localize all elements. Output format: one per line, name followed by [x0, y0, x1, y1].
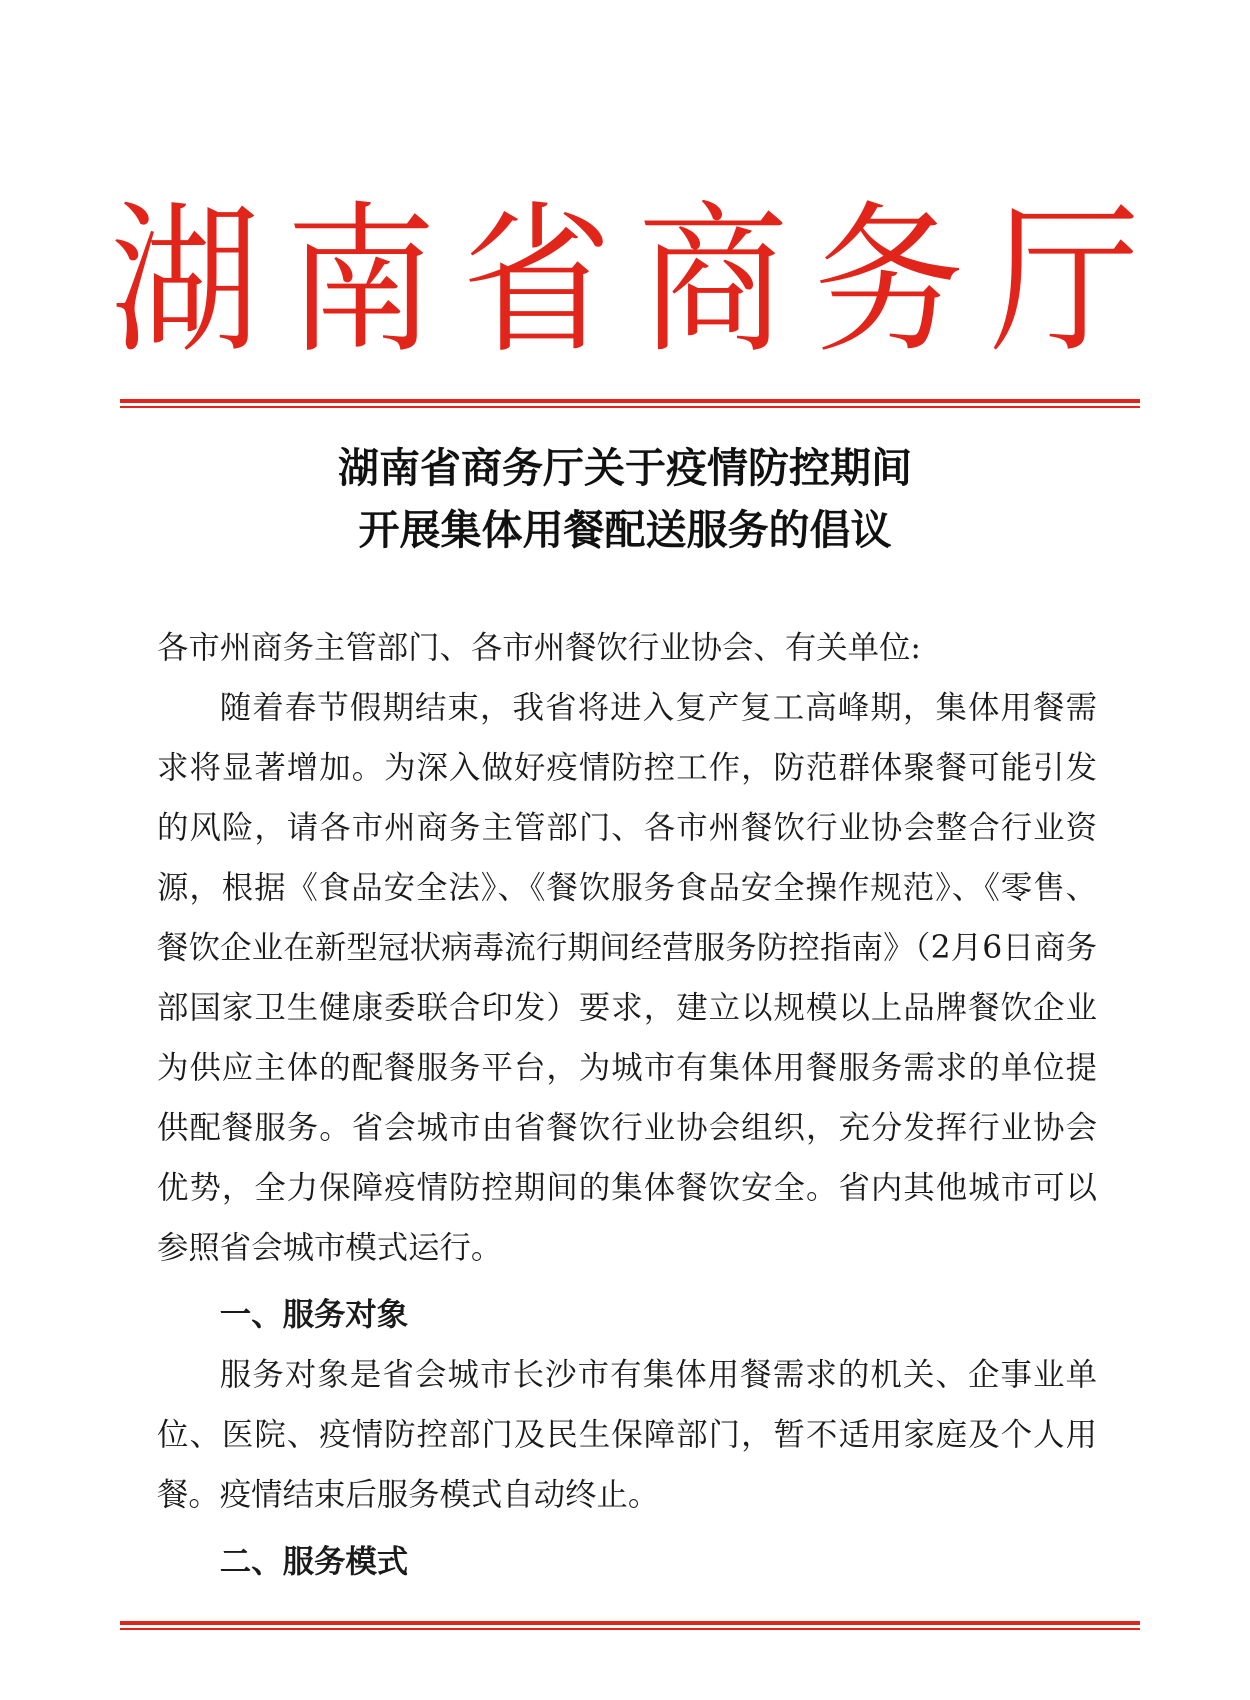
document-title-line-2: 开展集体用餐配送服务的倡议 — [358, 506, 892, 554]
section-heading-service-target: 一、服务对象 — [219, 1297, 409, 1333]
section-heading-service-mode: 二、服务模式 — [219, 1544, 409, 1580]
section-body-service-target: 服务对象是省会城市长沙市有集体用餐需求的机关、企事业单位、医院、疫情防控部门及民生保障部门，暂不适用家庭及个人用餐。疫情结束后服务模式自动终止。 — [157, 1357, 1097, 1513]
document-body — [157, 618, 1097, 1592]
top-divider — [120, 399, 1140, 408]
intro-paragraph: 随着春节假期结束，我省将进入复产复工高峰期，集体用餐需求将显著增加。为深入做好疫情防控工作，防范群体聚餐可能引发的风险，请各市州商务主管部门、各市州餐饮行业协会整合行业资源，根据《食品安全法》、《餐饮服务食品安全操作规范》、《零售、餐饮企业在新型冠状病毒流行期间经营服务防控指南》（2月6日商务部国家卫生健康委联合印发）要求，建立以规模以上品牌餐饮企业为供应主体的配餐服务平台，为城市有集体用餐服务需求的单位提供配餐服务。省会城市由省餐饮行业协会组织，充分发挥行业协会优势，全力保障疫情防控期间的集体餐饮安全。省内其他城市可以参照省会城市模式运行。 — [157, 690, 1097, 1266]
masthead-title: 湖南省商务厅 — [109, 187, 1166, 376]
document-title-line-1: 湖南省商务厅关于疫情防控期间 — [338, 444, 912, 492]
salutation: 各市州商务主管部门、各市州餐饮行业协会、有关单位: — [157, 630, 921, 666]
bottom-divider — [120, 1621, 1140, 1630]
